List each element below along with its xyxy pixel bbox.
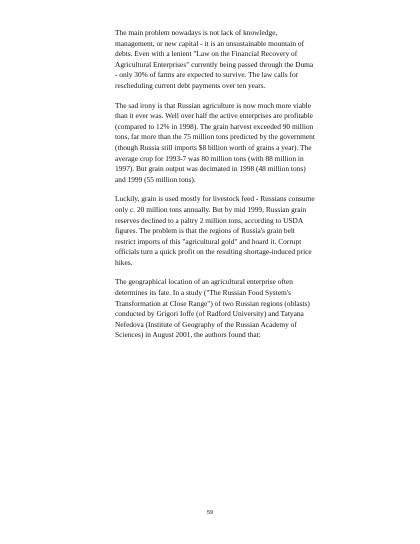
- paragraph-geography-study: The geographical location of an agricultural enterprise often determines its fate. In a study ("The Russian Food System's Transformation at Close Range") of two Russian regions (oblasts) conducted by Grigori Ioffe (of Radford University) and Tatyana Nefedova (Institute of Geography of the Russian Academy of Sciences) in August 2001, the authors found that:: [115, 277, 310, 340]
- paragraph-debts: The main problem nowadays is not lack of knowledge, management, or new capital - it is an unsustainable mountain of debts. Even with a lenient "Law on the Financial Recovery of Agricultural Enterprises" currently being passed through the Duma - only 30% of farms are expected to survive. The law calls for rescheduling current debt payments over ten years.: [115, 28, 314, 90]
- page-number: 59: [206, 510, 214, 516]
- paragraph-viability: The sad irony is that Russian agriculture is now much more viable than it ever was. Well over half the active enterprises are profitable (compared to 12% in 1998). The grain harvest exceeded 90 million tons, far more than the 75 million tons predicted by the government (though Russia still imports $8 billion worth of grains a year). The average crop for 1993-7 was 80 million tons (with 88 million in 1997). But grain output was decimated in 1998 (48 million tons) and 1999 (55 million tons).: [115, 100, 315, 184]
- paragraph-grain-reserves: Luckily, grain is used mostly for livestock feed - Russians consume only c. 20 million tons annually. But by mid 1999, Russian grain reserves declined to a paltry 2 million tons, according to USDA figures. The problem is that the regions of Russia's grain belt restrict imports of this "agricultural gold" and hoard it. Corrupt officials turn a quick profit on the resulting shortage-induced price hikes.: [115, 194, 315, 267]
- body-text: [115, 28, 315, 350]
